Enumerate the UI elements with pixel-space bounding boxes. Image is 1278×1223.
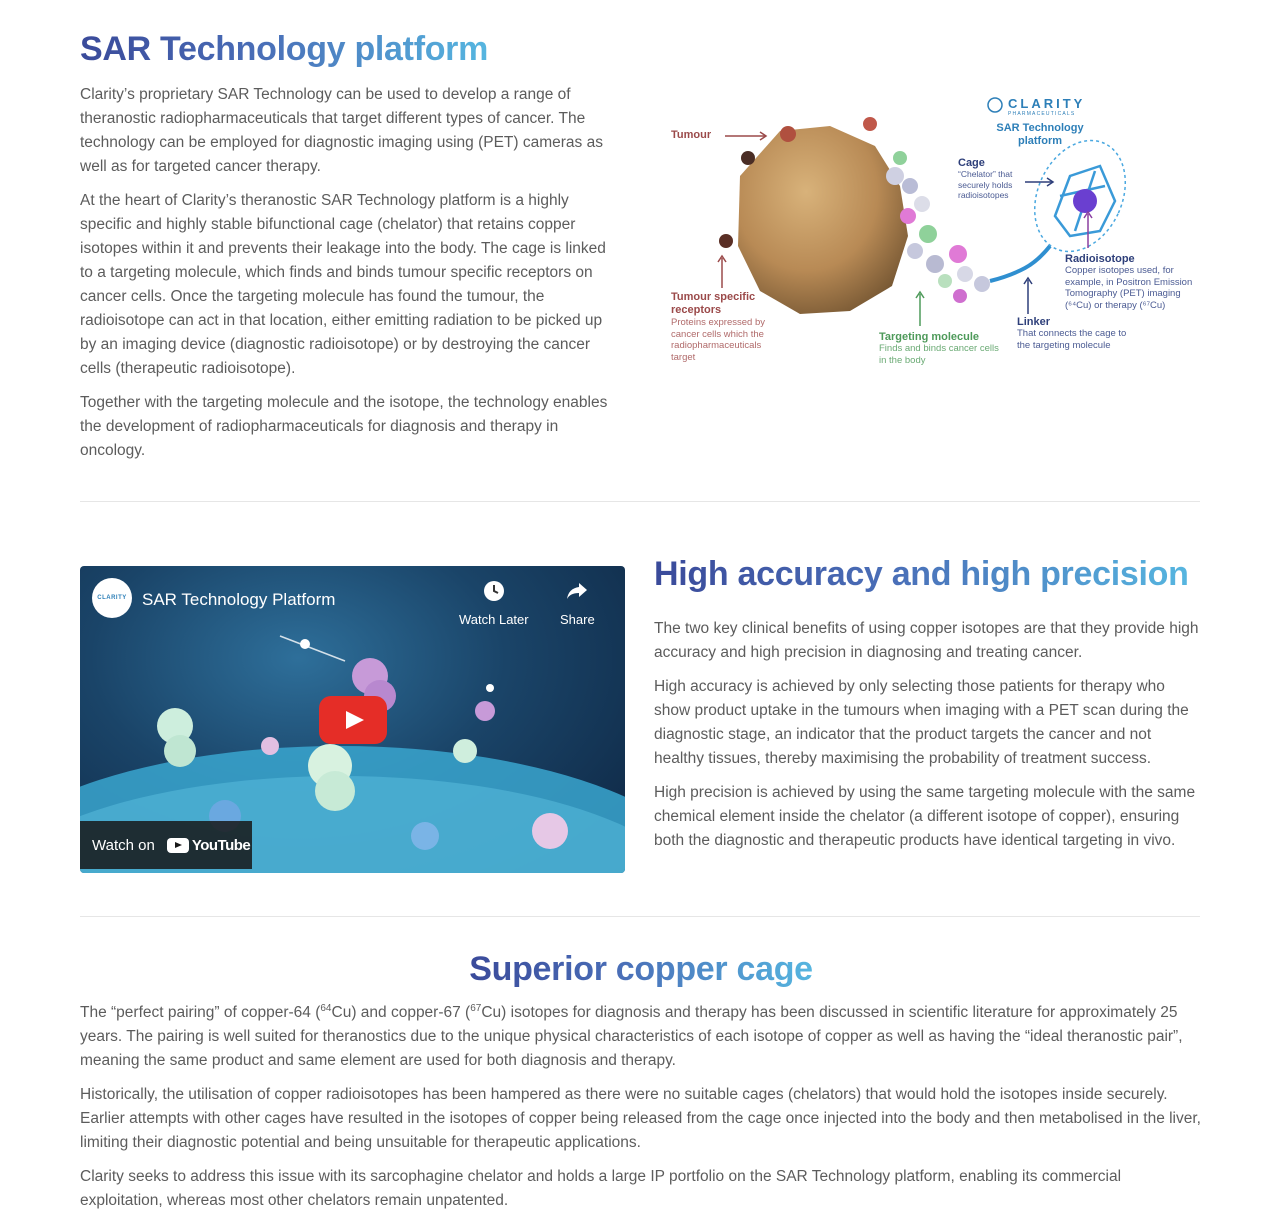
youtube-logo: YouTube [167, 837, 250, 854]
sar-diagram [660, 86, 1200, 376]
accuracy-paragraph-2: High accuracy is achieved by only selecting those patients for therapy who show product uptake in the tumours when imaging with a PET scan during the diagnostic stage, an indicator that the product targets the cancer and not healthy tissues, thereby maximising the probability of treatment success. [654, 678, 1189, 767]
clock-icon [483, 580, 505, 602]
diagram-platform-label: SAR Technology platform [996, 122, 1084, 147]
accuracy-paragraph-3: High precision is achieved by using the same targeting molecule with the same chemical element inside the chelator (a different isotope of copper), ensuring both the diagnostic and therapeutic products have identical targeting in vivo. [654, 784, 1196, 849]
share-icon [565, 580, 589, 602]
play-button[interactable] [319, 696, 387, 744]
label-cage: Cage “Chelator” that securely holds radioisotopes [958, 157, 1013, 200]
share-button[interactable]: Share [560, 580, 595, 627]
accuracy-section [654, 555, 1204, 863]
cage-heading: Superior copper cage [469, 950, 813, 988]
tumour-cell [738, 126, 908, 314]
radioisotope-atom [1073, 189, 1097, 213]
sar-section [80, 30, 620, 473]
label-radioisotope: Radioisotope Copper isotopes used, for example, in Positron Emission Tomography (PET) imaging (⁶⁴Cu) or therapy (⁶⁷Cu) [1065, 253, 1193, 311]
watch-on-youtube-button[interactable] [80, 821, 252, 869]
sar-paragraph-3: Together with the targeting molecule and the isotope, the technology enables the development of radiopharmaceuticals for diagnosis and therapy in oncology. [80, 394, 608, 459]
youtube-play-icon [167, 838, 189, 853]
cage-paragraph-1: The “perfect pairing” of copper-64 ($^{64}$Cu) and copper-67 ($^{67}$Cu) isotopes for diagnosis and therapy has been discussed in scientific literature for approximately 25 years. The pairing is well suited for theranostics due to the unique physical characteristics of each isotope of copper as well as having the “ideal theranostic pair”, meaning the same product and same element are used for both diagnosis and therapy. [80, 1003, 1183, 1070]
sar-heading: SAR Technology platform [80, 30, 489, 68]
cage-section [80, 950, 1202, 1223]
label-tumour: Tumour [671, 129, 712, 141]
sar-paragraph-2: At the heart of Clarity’s theranostic SAR Technology platform is a highly specific and highly stable bifunctional cage (chelator) that retains copper isotopes within it and prevents their leakage into the body. The cage is linked to a targeting molecule, which finds and binds tumour specific receptors on cancer cells. Once the targeting molecule has found the tumour, the radioisotope can act in that location, either emitting radiation to be picked up by an imaging device (diagnostic radioisotope) or by destroying the cancer cells (therapeutic radioisotope). [80, 192, 606, 377]
youtube-video-player[interactable] [80, 566, 625, 873]
linker-line [990, 246, 1050, 281]
label-receptors: Tumour specific receptors Proteins expressed by cancer cells which the radiopharmaceuticals target [671, 291, 765, 363]
label-targeting-molecule: Targeting molecule Finds and binds cancer cells in the body [879, 331, 999, 366]
watch-on-label: Watch on [92, 836, 155, 854]
video-title[interactable]: SAR Technology Platform [142, 590, 336, 609]
cage-paragraph-2: Historically, the utilisation of copper radioisotopes has been hampered as there were no suitable cages (chelators) that would hold the isotopes inside securely. Earlier attempts with other cages have resulted in the isotopes of copper being released from the cage once injected into the body and then metabolised in the liver, limiting their diagnostic potential and being unsuitable for therapeutic applications. [80, 1086, 1201, 1152]
section-divider-2 [80, 916, 1200, 917]
label-linker: Linker That connects the cage to the targeting molecule [1017, 316, 1127, 351]
accuracy-heading: High accuracy and high precision [654, 555, 1189, 593]
cage-paragraph-3: Clarity seeks to address this issue with its sarcophagine chelator and holds a large IP portfolio on the SAR Technology platform, enabling its commercial exploitation, whereas most other chelators remain unpatented. [80, 1168, 1122, 1210]
accuracy-paragraph-1: The two key clinical benefits of using copper isotopes are that they provide high accuracy and high precision in diagnosing and treating cancer. [654, 620, 1199, 661]
watch-later-button[interactable]: Watch Later [459, 580, 529, 627]
clarity-logo-icon [988, 98, 1002, 112]
diagram-brand: CLARITY [1008, 96, 1086, 111]
channel-logo[interactable]: CLARITY [92, 578, 132, 618]
diagram-brand-sub: PHARMACEUTICALS [1008, 111, 1076, 117]
section-divider-1 [80, 501, 1200, 502]
sar-paragraph-1: Clarity’s proprietary SAR Technology can be used to develop a range of theranostic radiopharmaceuticals that target different types of cancer. The technology can be employed for diagnostic imaging using (PET) cameras as well as for targeted cancer therapy. [80, 86, 603, 175]
